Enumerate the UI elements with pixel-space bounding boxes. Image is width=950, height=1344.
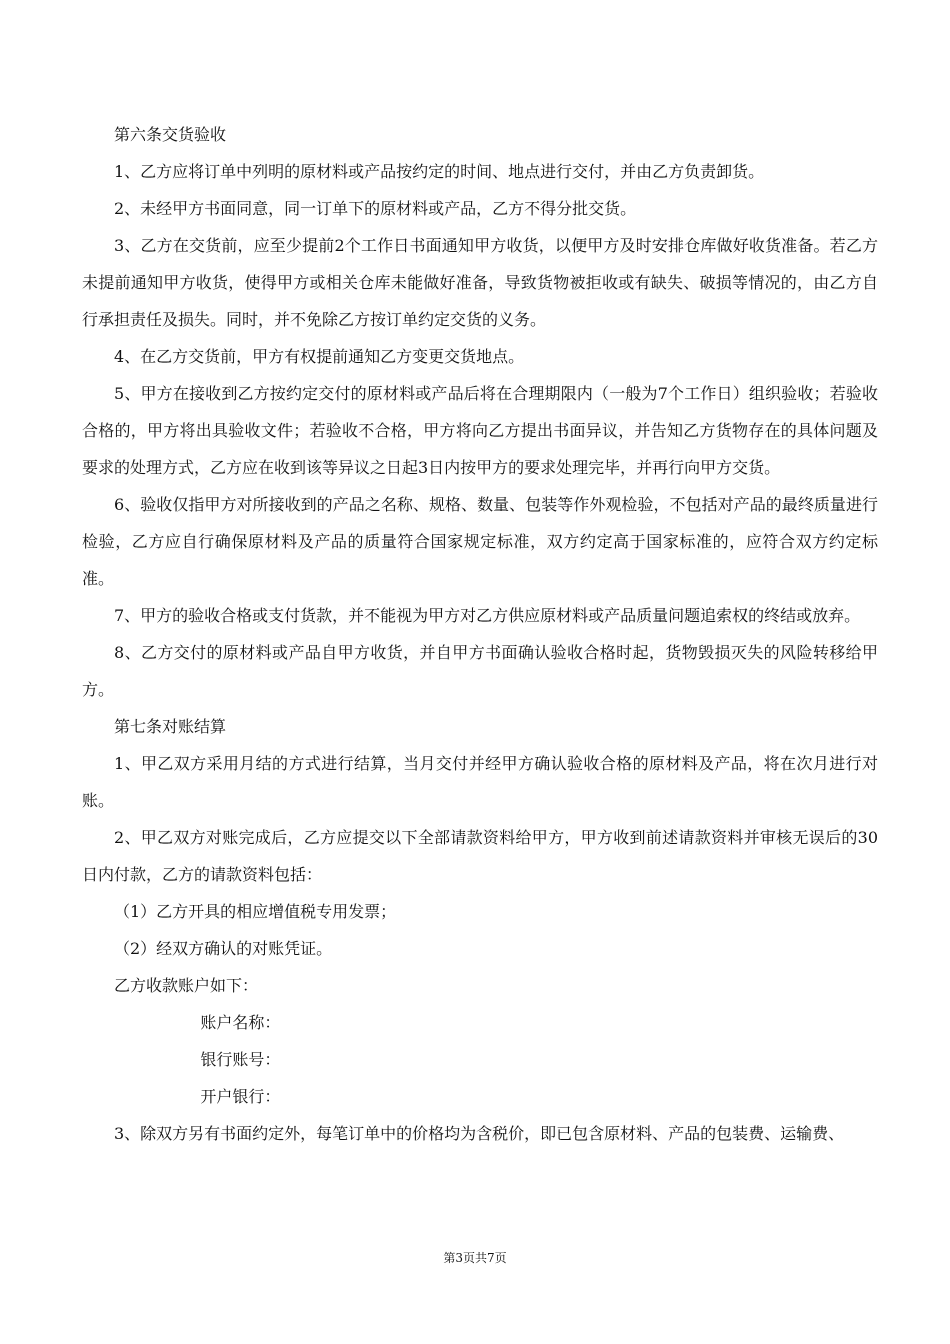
list-item-invoice: （1）乙方开具的相应增值税专用发票；: [114, 902, 397, 921]
paragraph: 4、在乙方交货前，甲方有权提前通知乙方变更交货地点。: [114, 347, 525, 366]
account-name-label: 账户名称：: [200, 1013, 281, 1032]
paragraph: 7、甲方的验收合格或支付货款，并不能视为甲方对乙方供应原材料或产品质量问题追索权的终结或放弃。: [114, 606, 861, 625]
paragraph: 1、甲乙双方采用月结的方式进行结算，当月交付并经甲方确认验收合格的原材料及产品，将在次月进行对账。: [82, 754, 878, 810]
bank-name-label: 开户银行：: [200, 1087, 281, 1106]
section-heading-article-6: 第六条交货验收: [114, 125, 227, 144]
paragraph: 5、甲方在接收到乙方按约定交付的原材料或产品后将在合理期限内（一般为7个工作日）组织验收；若验收合格的，甲方将出具验收文件；若验收不合格，甲方将向乙方提出书面异议，并告知乙方货物存在的具体问题及要求的处理方式，乙方应在收到该等异议之日起3日内按甲方的要求处理完毕，并再行向甲方交货。: [82, 384, 878, 477]
list-item-voucher: （2）经双方确认的对账凭证。: [114, 939, 333, 958]
paragraph: 2、甲乙双方对账完成后，乙方应提交以下全部请款资料给甲方，甲方收到前述请款资料并审核无误后的30日内付款，乙方的请款资料包括：: [82, 828, 878, 884]
paragraph: 3、除双方另有书面约定外，每笔订单中的价格均为含税价，即已包含原材料、产品的包装费、运输费、: [114, 1124, 845, 1143]
account-heading: 乙方收款账户如下：: [114, 976, 259, 995]
paragraph: 2、未经甲方书面同意，同一订单下的原材料或产品，乙方不得分批交货。: [114, 199, 637, 218]
bank-account-label: 银行账号：: [200, 1050, 281, 1069]
document-body: [82, 116, 878, 1152]
paragraph: 3、乙方在交货前，应至少提前2个工作日书面通知甲方收货，以便甲方及时安排仓库做好收货准备。若乙方未提前通知甲方收货，使得甲方或相关仓库未能做好准备，导致货物被拒收或有缺失、破损等情况的，由乙方自行承担责任及损失。同时，并不免除乙方按订单约定交货的义务。: [82, 236, 878, 329]
paragraph: 1、乙方应将订单中列明的原材料或产品按约定的时间、地点进行交付，并由乙方负责卸货。: [114, 162, 765, 181]
section-heading-article-7: 第七条对账结算: [114, 717, 227, 736]
paragraph: 8、乙方交付的原材料或产品自甲方收货，并自甲方书面确认验收合格时起，货物毁损灭失的风险转移给甲方。: [82, 643, 878, 699]
page-number: 第3页共7页: [443, 1251, 507, 1265]
paragraph: 6、验收仅指甲方对所接收到的产品之名称、规格、数量、包装等作外观检验，不包括对产品的最终质量进行检验，乙方应自行确保原材料及产品的质量符合国家规定标准，双方约定高于国家标准的，应符合双方约定标准。: [82, 495, 878, 588]
